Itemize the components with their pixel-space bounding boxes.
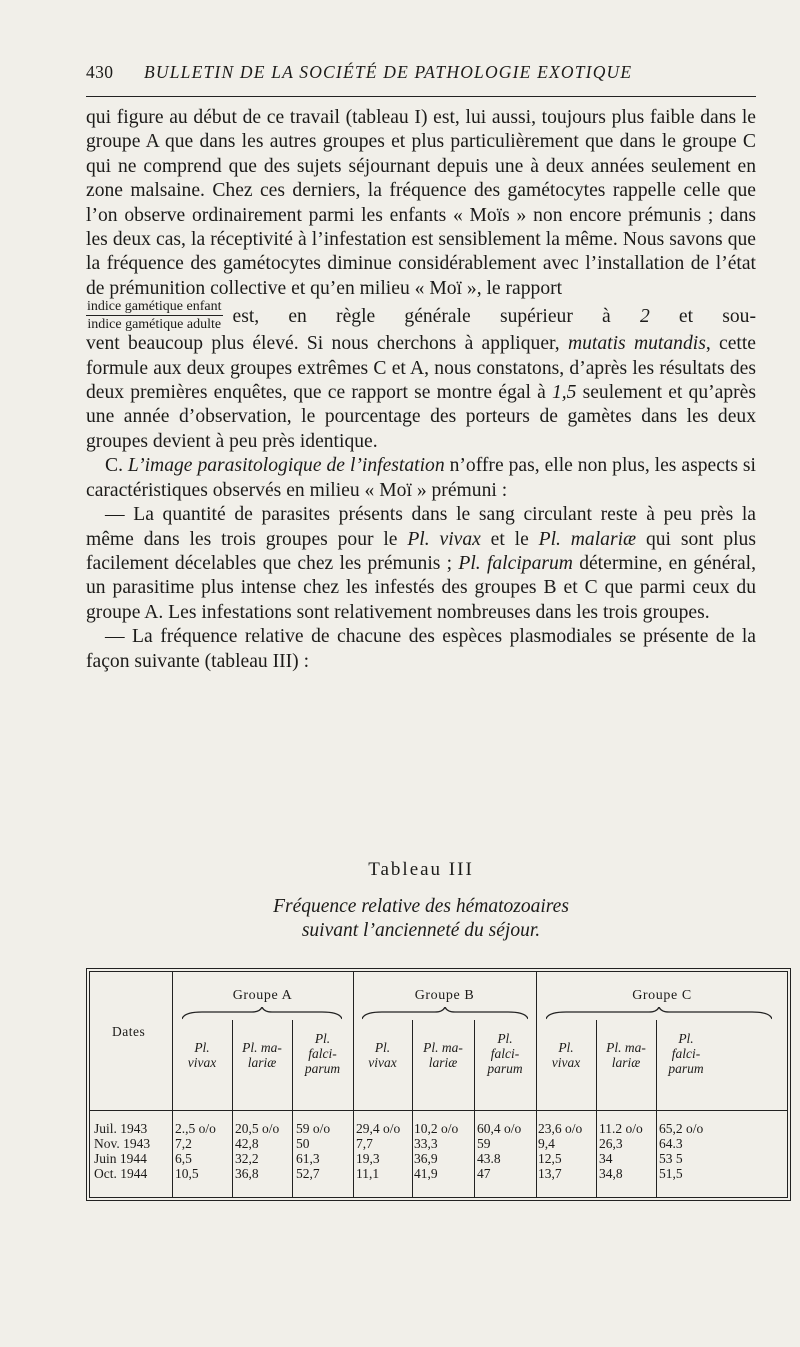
table-cell: 29,4 o/o: [356, 1121, 401, 1136]
italic-span: Pl. vivax: [407, 528, 481, 550]
table-cell: 33,3: [414, 1136, 438, 1151]
italic-span: Pl. falciparum: [458, 552, 573, 574]
paragraph-1: qui figure au début de ce travail (tableau I) est, lui aussi, toujours plus faible dans le groupe A que dans les autres groupes et plus particulièrement que dans le groupe C qui ne comprend que des sujets séjournant depuis une à deux années seulement en zone malsaine. Chez ces derniers, la fréquence des gamétocytes rappelle celle que l’on observe ordinairement parmi les enfants « Moïs » non encore prémunis ; dans les deux cas, la réceptivité à l’infestation est sensiblement la même. Nous savons que la fréquence des gamétocytes diminue considérablement avec l’installation de l’état de prémunition collective et qu’en milieu « Moï », le rapport: [86, 107, 756, 299]
table-inner-frame: [89, 971, 788, 1198]
table-cell: 10,5: [175, 1166, 199, 1181]
col-header-line: falci-: [308, 1046, 337, 1061]
group-c-brace: [546, 1007, 772, 1021]
ratio-line: [86, 301, 756, 332]
table-cell: 59: [477, 1136, 491, 1151]
col-header-line: Pl. ma-: [242, 1040, 282, 1055]
ratio-value: 2: [639, 305, 650, 327]
col-header-falciparum-a: [292, 1031, 353, 1076]
table-cell: 42,8: [235, 1136, 259, 1151]
table-cell: 64.3: [659, 1136, 683, 1151]
table-cell: 43.8: [477, 1151, 501, 1166]
table-cell: 36,9: [414, 1151, 438, 1166]
col-header-line: falci-: [671, 1046, 701, 1061]
italic-span: L’image parasitologique de l’infestation: [127, 455, 445, 477]
col-header-malariae-c: [596, 1040, 656, 1070]
fraction-numerator: indice gamétique enfant: [87, 299, 222, 315]
group-c-header: Groupe C: [632, 988, 692, 1003]
table-cell: 11.2 o/o: [599, 1121, 643, 1136]
table-cell: 34: [599, 1151, 613, 1166]
journal-title: BULLETIN DE LA SOCIÉTÉ DE PATHOLOGIE EXOTIQUE: [144, 62, 633, 82]
text-span: seulement et qu’après une année d’observation, le pourcentage des porteurs de gamètes dans les deux groupes devient à peu près identique.: [86, 382, 756, 452]
table-cell: 41,9: [414, 1166, 438, 1181]
ratio-fraction: [86, 299, 223, 332]
col-header-line: Pl.: [497, 1031, 513, 1046]
table-subtitle-1: Fréquence relative des hématozoaires: [273, 896, 569, 917]
page-number: 430: [86, 62, 114, 82]
header-rule: [86, 96, 756, 97]
italic-span: 1,5: [551, 382, 577, 404]
row-date: Juin 1944: [94, 1151, 147, 1166]
table-cell: 20,5 o/o: [235, 1121, 280, 1136]
col-header-line: Pl.: [314, 1031, 331, 1046]
col-header-vivax-c: [536, 1040, 596, 1070]
row-date: Oct. 1944: [94, 1166, 148, 1181]
text-span: — La quantité de parasites présents dans le sang circulant reste à peu près la même dans les trois groupes pour le: [86, 504, 756, 550]
table-divider: [353, 971, 354, 1198]
group-b-header: Groupe B: [414, 988, 475, 1003]
table-cell: 9,4: [538, 1136, 555, 1151]
col-header-line: Pl.: [194, 1040, 210, 1055]
table-cell: 11,1: [356, 1166, 380, 1181]
table-cell: 59 o/o: [296, 1121, 331, 1136]
table-cell: 23,6 o/o: [538, 1121, 583, 1136]
paragraph-2: [86, 454, 756, 503]
col-header-line: vivax: [551, 1055, 581, 1070]
col-header-line: parum: [668, 1061, 704, 1076]
col-header-line: lariæ: [611, 1055, 641, 1070]
table-cell: 6,5: [175, 1151, 192, 1166]
italic-span: mutatis mutandis: [567, 333, 706, 355]
text-span: qui sont plus facilement décelables que chez les prémunis ;: [86, 528, 756, 574]
table-cell: 19,3: [356, 1151, 380, 1166]
table-cell: 61,3: [296, 1151, 320, 1166]
col-header-malariae-b: [412, 1040, 474, 1070]
ratio-text: [233, 305, 757, 329]
col-header-line: lariæ: [428, 1055, 458, 1070]
italic-span: Pl. malariæ: [538, 528, 637, 550]
table-cell: 2.,5 o/o: [175, 1121, 216, 1136]
col-header-line: parum: [487, 1061, 523, 1076]
table-cell: 65,2 o/o: [659, 1121, 704, 1136]
col-header-line: vivax: [368, 1055, 397, 1070]
col-header-line: vivax: [187, 1055, 217, 1070]
table-cell: 50: [296, 1136, 310, 1151]
ratio-text-a: est, en règle générale supérieur à: [232, 305, 640, 327]
row-date: Nov. 1943: [94, 1136, 151, 1151]
table-divider: [172, 971, 173, 1198]
fraction-denominator: indice gamétique adulte: [87, 317, 222, 333]
table-divider: [536, 971, 537, 1198]
table-caption: Tableau III: [368, 859, 474, 880]
table-subtitle-2: suivant l’ancienneté du séjour.: [301, 920, 541, 941]
col-header-malariae-a: [232, 1040, 292, 1070]
paragraph-3: [86, 503, 756, 625]
paragraph-4: — La fréquence relative de chacune des espèces plasmodiales se présente de la façon suivante (tableau III) :: [86, 626, 756, 672]
col-header-line: Pl.: [558, 1040, 574, 1055]
col-header-vivax-a: [172, 1040, 232, 1070]
col-header-line: Pl. ma-: [606, 1040, 646, 1055]
group-a-header: Groupe A: [232, 988, 293, 1003]
col-header-line: Pl.: [678, 1031, 694, 1046]
text-span: détermine, en général, un parasitime plus intense chez les infestés des groupes B et C que parmi ceux du groupe A. Les infestations sont relativement nombreuses dans les trois groupes.: [86, 552, 756, 623]
table-cell: 26,3: [599, 1136, 623, 1151]
dates-header: Dates: [112, 1024, 146, 1039]
ratio-text-b: et sou-: [649, 305, 757, 327]
table-cell: 12,5: [538, 1151, 562, 1166]
col-header-falciparum-c: [656, 1031, 716, 1076]
table-cell: 36,8: [235, 1166, 259, 1181]
table-cell: 7,7: [356, 1136, 373, 1151]
text-span: vent beaucoup plus élevé. Si nous cherchons à appliquer,: [86, 333, 568, 355]
table-cell: 10,2 o/o: [414, 1121, 459, 1136]
body-text: [86, 106, 756, 674]
col-header-line: lariæ: [247, 1055, 277, 1070]
col-header-line: parum: [304, 1061, 341, 1076]
col-header-falciparum-b: [474, 1031, 536, 1076]
text-span: , cette formule aux deux groupes extrêmes C et A, nous constatons, d’après les résultats des deux premières enquêtes, que ce rapport se montre égal à: [86, 333, 757, 404]
paragraph-1-continued: [86, 332, 756, 454]
table-cell: 47: [477, 1166, 491, 1181]
text-span: C.: [105, 455, 128, 477]
row-date: Juil. 1943: [94, 1121, 148, 1136]
col-header-line: Pl. ma-: [423, 1040, 463, 1055]
table-cell: 53 5: [659, 1151, 683, 1166]
table-cell: 34,8: [599, 1166, 623, 1181]
group-a-brace: [182, 1007, 342, 1021]
text-span: n’offre pas, elle non plus, les aspects si caractéristiques observés en milieu « Moï » prémuni :: [86, 455, 756, 501]
group-b-brace: [362, 1007, 528, 1021]
table-header-rule: [89, 1110, 788, 1111]
text-span: et le: [480, 528, 539, 550]
table-cell: 7,2: [175, 1136, 192, 1151]
table-cell: 51,5: [659, 1166, 683, 1181]
table-cell: 32,2: [235, 1151, 259, 1166]
table-cell: 13,7: [538, 1166, 562, 1181]
col-header-vivax-b: [353, 1040, 412, 1070]
table-cell: 52,7: [296, 1166, 320, 1181]
table-cell: 60,4 o/o: [477, 1121, 522, 1136]
col-header-line: falci-: [490, 1046, 520, 1061]
col-header-line: Pl.: [374, 1040, 391, 1055]
